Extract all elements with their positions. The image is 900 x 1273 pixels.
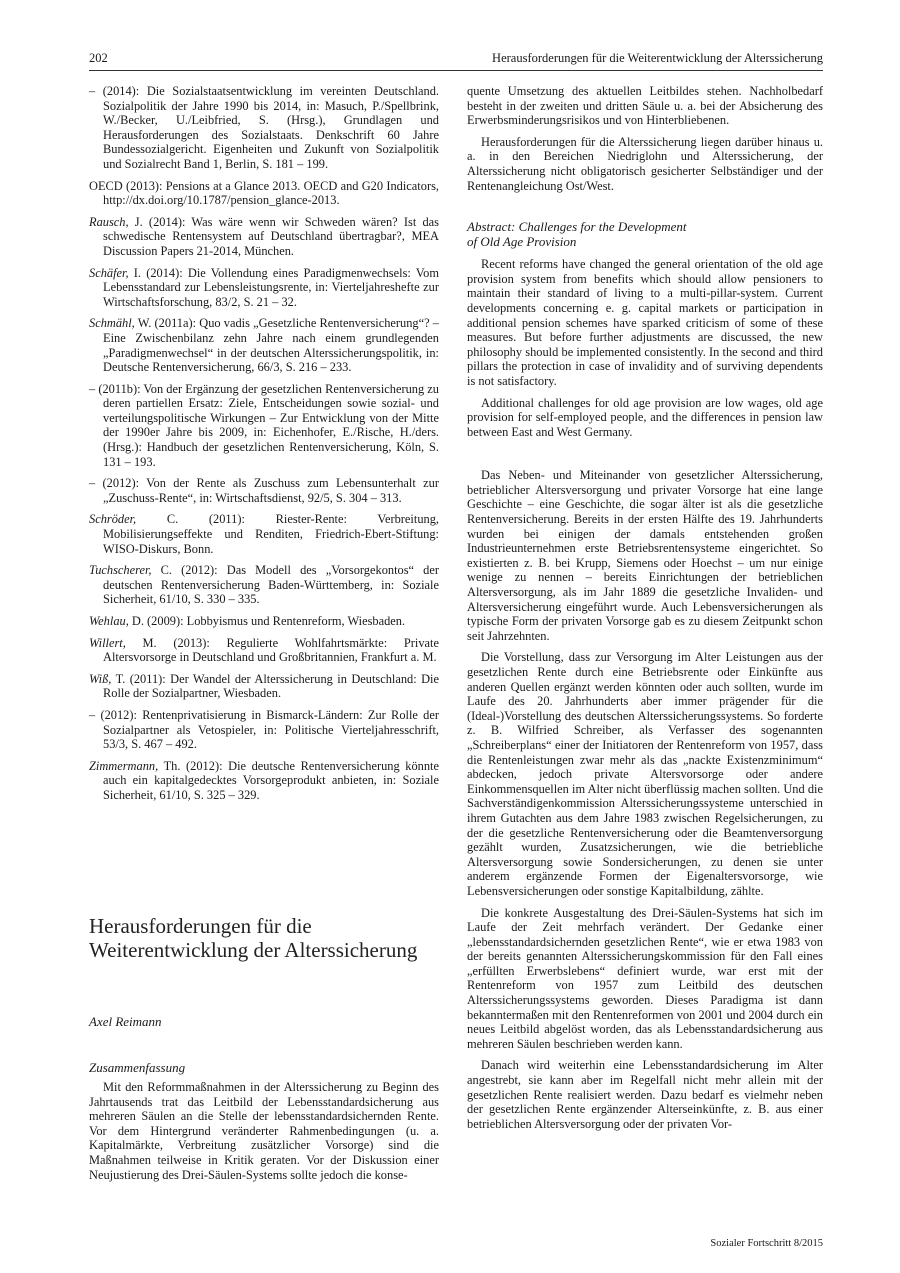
reference-list [89, 84, 439, 810]
reference-entry [89, 672, 439, 701]
reference-entry [89, 614, 439, 629]
summary-text [89, 1080, 439, 1189]
reference-author: Wehlau, [89, 614, 129, 628]
reference-text: T. (2011): Der Wandel der Alterssicherung in Deutschland: Die Rolle der Sozialpartner, Wiesbaden. [103, 671, 439, 701]
reference-entry [89, 382, 439, 470]
reference-author: Schröder, [89, 512, 137, 527]
abstract-paragraph-2: Additional challenges for old age provision are low wages, old age provision for self-employed people, and the differences in pension law between East and West Germany. [467, 395, 823, 439]
reference-entry [89, 84, 439, 172]
reference-author: Willert, [89, 635, 126, 650]
summary-heading: Zusammenfassung [89, 1060, 186, 1075]
page-footer: Sozialer Fortschritt 8/2015 [710, 1238, 823, 1249]
reference-text: I. (2014): Die Vollendung eines Paradigmenwechsels: Vom Lebensstandard zur Lebensleistungsrente, in: Vierteljahreshefte zur Wirtschaftsforschung, 83/2, S. 21 – 32. [103, 265, 439, 309]
body-paragraph-4: Danach wird weiterhin eine Lebensstandardsicherung im Alter angestrebt, sie kann aber im Regelfall nicht mehr allein mit der gesetzlichen Rente realisiert werden. Dazu bedarf es vielmehr neben der gesetzlichen Rente ergänzender Alterseinkünfte, z. B. aus einer betrieblichen Altersversorgung oder der privaten Vor- [467, 1058, 823, 1131]
reference-entry [89, 266, 439, 310]
reference-text: – (2012): Von der Rente als Zuschuss zum Lebensunterhalt zur „Zuschuss-Rente“, in: Wirtschaftsdienst, 92/5, S. 304 – 313. [89, 476, 439, 505]
reference-entry [89, 316, 439, 374]
reference-author: Zimmermann, [89, 758, 159, 773]
reference-text: D. (2009): Lobbyismus und Rentenreform, Wiesbaden. [128, 614, 406, 628]
page-number: 202 [89, 51, 108, 65]
right-column [467, 84, 823, 1138]
body-paragraph-1: Das Neben- und Miteinander von gesetzlicher Alterssicherung, betrieblicher Altersversorgung und privater Vorsorge hat eine lange Geschichte – eine Geschichte, die sogar älter ist als die gesetzliche Rentenversicherung. Bereits in der ersten Hälfte des 19. Jahrhunderts wurden bei einigen der damals entstehenden großen Industrieunternehmen erste Betriebsrentensysteme eingerichtet. So existierten z. B. bei Krupp, Siemens oder Hoechst – um nur einige wenige zu nennen – bereits Einrichtungen der betrieblichen Altersversorgung, als im Jahr 1889 die gesetzliche Invaliden- und Altersversicherung eingeführt wurde. Auch Lebensversicherungen als typische Form der privaten Vorsorge gab es zu diesem Zeitpunkt schon seit Jahrzehnten. [467, 468, 823, 643]
reference-author: Schäfer, [89, 265, 129, 280]
abstract-heading-line-2: of Old Age Provision [467, 234, 577, 250]
abstract-heading [467, 219, 823, 249]
abstract-paragraph-1: Recent reforms have changed the general orientation of the old age provision system from benefits which should allow pensioners to maintain their standard of living to a multi-pillar-system. Current developments concerning e. g. capital markets or participation in additional pension schemes have sparked criticism of some of these measures. But before further adjustments are discussed, the new philosophy should be implemented consistently. In the second and third pillars the protection in case of invalidity and of surviving dependents is not satisfactory. [467, 257, 823, 388]
summary-paragraph-2: Herausforderungen für die Alterssicherung liegen darüber hinaus u. a. in den Bereichen Niedriglohn und Alterssicherung, der Alterssicherung nicht obligatorisch gesicherter Selbständiger und der Rentenangleichung Ost/West. [467, 134, 823, 193]
reference-entry [89, 476, 439, 505]
reference-text: W. (2011a): Quo vadis „Gesetzliche Rentenversicherung“? – Eine Zwischenbilanz zehn Jahre nach einem grundlegenden „Paradigmenwechsel“ in der deutschen Alterssicherungspolitik, in: Deutsche Rentenversicherung, 66/3, S. 216 – 233. [103, 316, 439, 375]
article-author: Axel Reimann [89, 1014, 162, 1029]
reference-text: C. (2012): Das Modell des „Vorsorgekontos“ der deutschen Rentenversicherung Baden-Württemberg, in: Soziale Sicherheit, 61/10, S. 330 – 335. [103, 563, 439, 607]
reference-text: – (2011b): Von der Ergänzung der gesetzlichen Rentenversicherung zu deren partiellen Ersatz: Ziele, Entscheidungen sowie sozial- und verteilungspolitische Wirkungen – Zur Entwicklung von der Mitte der 1990er Jahre bis 2009, in: Eichenhofer, E./Rische, H./ders. (Hrsg.): Handbuch der gesetzlichen Rentenversicherung, Köln, S. 131 – 193. [89, 381, 439, 469]
reference-author: Schmähl, [89, 316, 135, 331]
reference-author: Tuchscherer, [89, 563, 152, 578]
running-title: Herausforderungen für die Weiterentwicklung der Alterssicherung [492, 51, 823, 65]
section-gap [467, 446, 823, 468]
running-header [89, 48, 823, 71]
reference-entry [89, 512, 439, 556]
reference-entry [89, 636, 439, 665]
reference-text: M. (2013): Regulierte Wohlfahrtsmärkte: Private Altersvorsorge in Deutschland und Großbritannien, Frankfurt a. M. [103, 635, 439, 665]
summary-paragraph: Mit den Reformmaßnahmen in der Alterssicherung zu Beginn des Jahrtausends trat das Leitbild der Lebensstandardsicherung aus mehreren Säulen an die Stelle der lebensstandardsichernden Rente. Vor dem Hintergrund veränderter Rahmenbedingungen (u. a. Kapitalmärkte, Verbreitung zusätzlicher Vorsorge) sind die Maßnahmen teilweise in Kritik geraten. Vor der Diskussion einer Neujustierung des Drei-Säulen-Systems sollte jedoch die konse- [89, 1080, 439, 1182]
reference-entry [89, 179, 439, 208]
article-title: Herausforderungen für die Weiterentwicklung der Alterssicherung [89, 914, 418, 962]
abstract-heading-line-1: Abstract: Challenges for the Development [467, 219, 687, 235]
reference-text: C. (2011): Riester-Rente: Verbreitung, Mobilisierungseffekte und Renditen, Friedrich-Ebert-Stiftung: WISO-Diskurs, Bonn. [103, 512, 439, 556]
body-paragraph-3: Die konkrete Ausgestaltung des Drei-Säulen-Systems hat sich im Laufe der Zeit mehrfach verändert. Der Gedanke einer „lebensstandardsichernden gesetzlichen Rente“, wie er etwa 1983 von der bereits genannten Alterssicherungskommission für den Fall eines „erfüllten Erwerbslebens“ definiert wurde, war erst mit der Rentenreform von 1957 zum Leitbild des deutschen Alterssicherungssystems geworden. Dieses Paradigma ist dann bekanntermaßen mit den Rentenreformen von 2001 und 2004 durch ein neues Leitbild abgelöst worden, das als Lebensstandardsicherung aus mehreren Säulen beschrieben werden kann. [467, 905, 823, 1051]
reference-entry [89, 215, 439, 259]
reference-entry [89, 759, 439, 803]
reference-text: J. (2014): Was wäre wenn wir Schweden wären? Ist das schwedische Rentensystem auf Deutschland übertragbar?, MEA Discussion Papers 21-2014, München. [103, 214, 439, 258]
reference-author: Wiß, [89, 671, 112, 686]
body-paragraph-2: Die Vorstellung, dass zur Versorgung im Alter Leistungen aus der gesetzlichen Rente durch eine Betriebsrente oder Einkünfte aus anderen Quellen ergänzt werden könnten oder auch sollten, wurde im Laufe des 20. Jahrhunderts aber immer prägender für die (Ideal-)Vorstellung des deutschen Alterssicherungssystems. So forderte z. B. Wilfried Schreiber, als Verfasser des sogenannten „Schreiberplans“ einer der Initiatoren der Rentenreform von 1957, dass die Rentenleistungen zwar mehr als das „nackte Existenzminimum“ abdecken, jedoch private Altersvorsorge oder andere Einkommensquellen im Alter nicht überflüssig machen sollten. Und die Sachverständigenkommission Alterssicherungssysteme unterschied in ihrem Gutachten aus dem Jahre 1983 zwischen Regelsicherungen, zu der die gesetzliche Rentenversicherung oder die Beamtenversorgung gezählt wurden, Zusatzsicherungen, wie die betriebliche Altersversorgung sowie Sondersicherungen, zu denen sie unter anderem ergänzende Formen der Eigenaltersvorsorge, wie Lebensversicherungen oder sonstige Kapitalbildung, zählte. [467, 650, 823, 898]
reference-author: Rausch, [89, 214, 129, 229]
reference-text: OECD (2013): Pensions at a Glance 2013. OECD and G20 Indicators, http://dx.doi.org/10.1787/pension_glance-2013. [89, 178, 439, 208]
summary-continuation: quente Umsetzung des aktuellen Leitbildes stehen. Nachholbedarf besteht in der zweiten und dritten Säule u. a. bei der Absicherung des Erwerbsminderungsrisikos und von Hinterbliebenen. [467, 84, 823, 128]
reference-text: – (2012): Rentenprivatisierung in Bismarck-Ländern: Zur Rolle der Sozialpartner als Vetospieler, in: Politische Vierteljahresschrift, 53/3, S. 467 – 492. [89, 707, 439, 752]
reference-entry [89, 563, 439, 607]
reference-text: – (2014): Die Sozialstaatsentwicklung im vereinten Deutschland. Sozialpolitik der Jahre 1990 bis 2014, in: Masuch, P./Spellbrink, W./Becker, U./Leibfried, S. (Hrsg.), Grundlagen und Herausforderungen des Sozialstaats. Denkschrift 60 Jahre Bundessozialgericht. Eigenheiten und Zukunft von Sozialpolitik und Sozialrecht Band 1, Berlin, S. 181 – 199. [89, 84, 439, 171]
reference-entry [89, 708, 439, 752]
reference-text: Th. (2012): Die deutsche Rentenversicherung könnte auch ein kapitalgedecktes Vorsorgeprodukt anbieten, in: Soziale Sicherheit, 61/10, S. 325 – 329. [103, 758, 439, 802]
